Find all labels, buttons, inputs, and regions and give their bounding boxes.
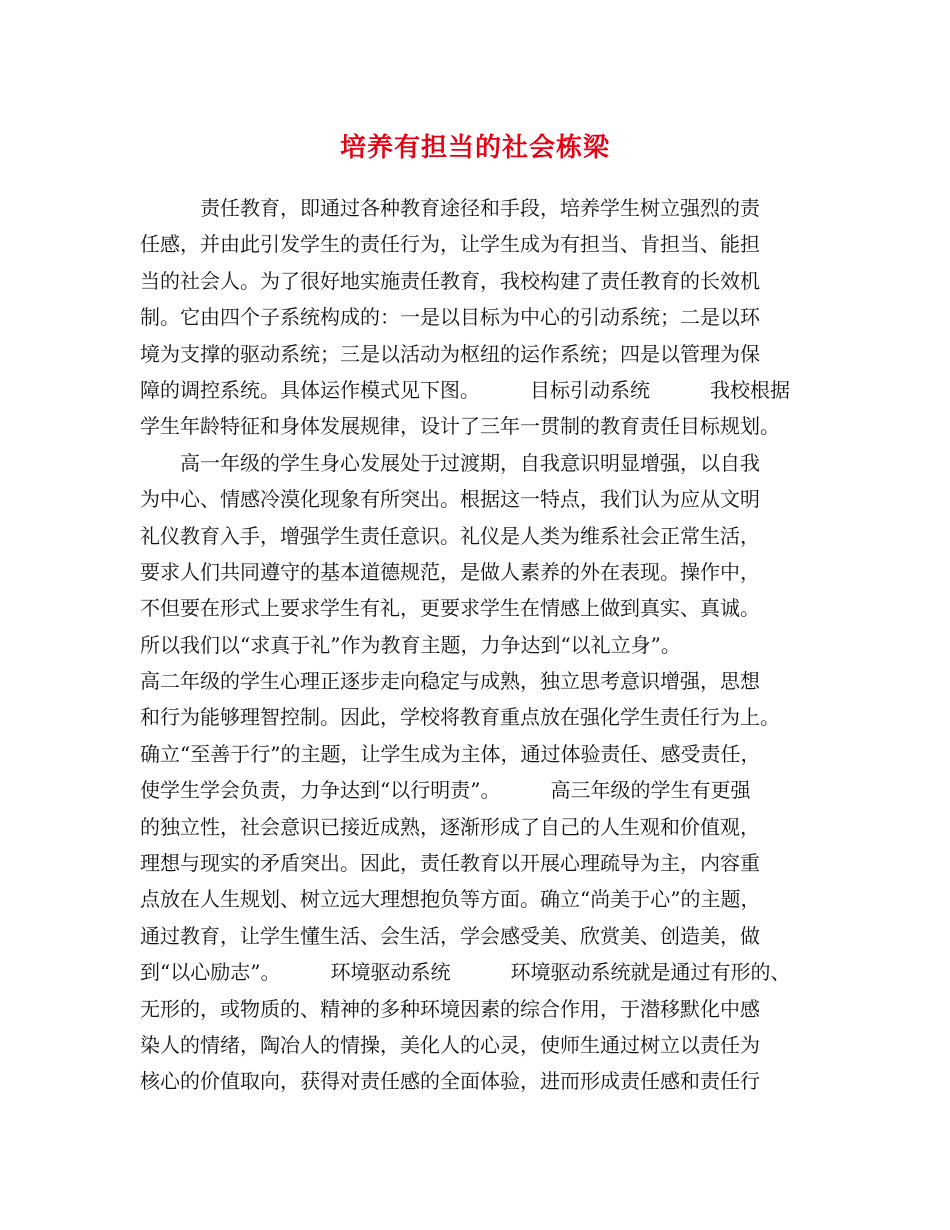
document-title: 培养有担当的社会栋梁 bbox=[339, 133, 610, 163]
text-line: 点放在人生规划、树立远大理想抱负等方面。确立“尚美于心”的主题， bbox=[140, 887, 761, 912]
text-line: 境为支撑的驱动系统；三是以活动为枢纽的运作系统；四是以管理为保 bbox=[140, 341, 760, 366]
text-line: 学生年龄特征和身体发展规律，设计了三年一贯制的教育责任目标规划。 bbox=[140, 414, 780, 439]
text-line: 和行为能够理智控制。因此，学校将教育重点放在强化学生责任行为上。 bbox=[140, 705, 780, 730]
text-line: 任感，并由此引发学生的责任行为，让学生成为有担当、肯担当、能担 bbox=[140, 232, 760, 257]
text-line: 当的社会人。为了很好地实施责任教育，我校构建了责任教育的长效机 bbox=[140, 268, 760, 293]
text-line: 责任教育，即通过各种教育途径和手段，培养学生树立强烈的责 bbox=[140, 196, 760, 220]
text-line: 高二年级的学生心理正逐步走向稳定与成熟，独立思考意识增强，思想 bbox=[140, 669, 760, 694]
text-line: 染人的情绪，陶冶人的情操，美化人的心灵，使师生通过树立以责任为 bbox=[140, 1032, 760, 1057]
text-line: 制。它由四个子系统构成的：一是以目标为中心的引动系统；二是以环 bbox=[140, 305, 760, 330]
text-line: 通过教育，让学生懂生活、会生活，学会感受美、欣赏美、创造美，做 bbox=[140, 923, 760, 948]
text-line: 不但要在形式上要求学生有礼，更要求学生在情感上做到真实、真诚。 bbox=[140, 596, 760, 621]
text-line: 理想与现实的矛盾突出。因此，责任教育以开展心理疏导为主，内容重 bbox=[140, 851, 760, 876]
text-line: 高一年级的学生身心发展处于过渡期，自我意识明显增强，以自我 bbox=[140, 450, 760, 475]
text-line: 要求人们共同遵守的基本道德规范，是做人素养的外在表现。操作中， bbox=[140, 559, 760, 584]
text-line: 障的调控系统。具体运作模式见下图。 目标引动系统 我校根据 bbox=[140, 377, 790, 402]
text-line: 确立“至善于行”的主题，让学生成为主体，通过体验责任、感受责任， bbox=[140, 741, 761, 766]
text-line: 核心的价值取向，获得对责任感的全面体验，进而形成责任感和责任行 bbox=[140, 1069, 760, 1094]
text-line: 无形的，或物质的、精神的多种环境因素的综合作用，于潜移默化中感 bbox=[140, 996, 760, 1021]
text-line: 礼仪教育入手，增强学生责任意识。礼仪是人类为维系社会正常生活， bbox=[140, 523, 760, 548]
text-line: 所以我们以“求真于礼”作为教育主题，力争达到“以礼立身”。 bbox=[140, 632, 681, 657]
text-line: 使学生学会负责，力争达到“以行明责”。 高三年级的学生有更强 bbox=[140, 778, 751, 803]
text-line: 为中心、情感冷漠化现象有所突出。根据这一特点，我们认为应从文明 bbox=[140, 487, 760, 512]
text-line: 到“以心励志”。 环境驱动系统 环境驱动系统就是通过有形的、 bbox=[140, 960, 791, 985]
document-body bbox=[140, 190, 840, 1100]
text-line: 的独立性，社会意识已接近成熟，逐渐形成了自己的人生观和价值观， bbox=[140, 814, 760, 839]
